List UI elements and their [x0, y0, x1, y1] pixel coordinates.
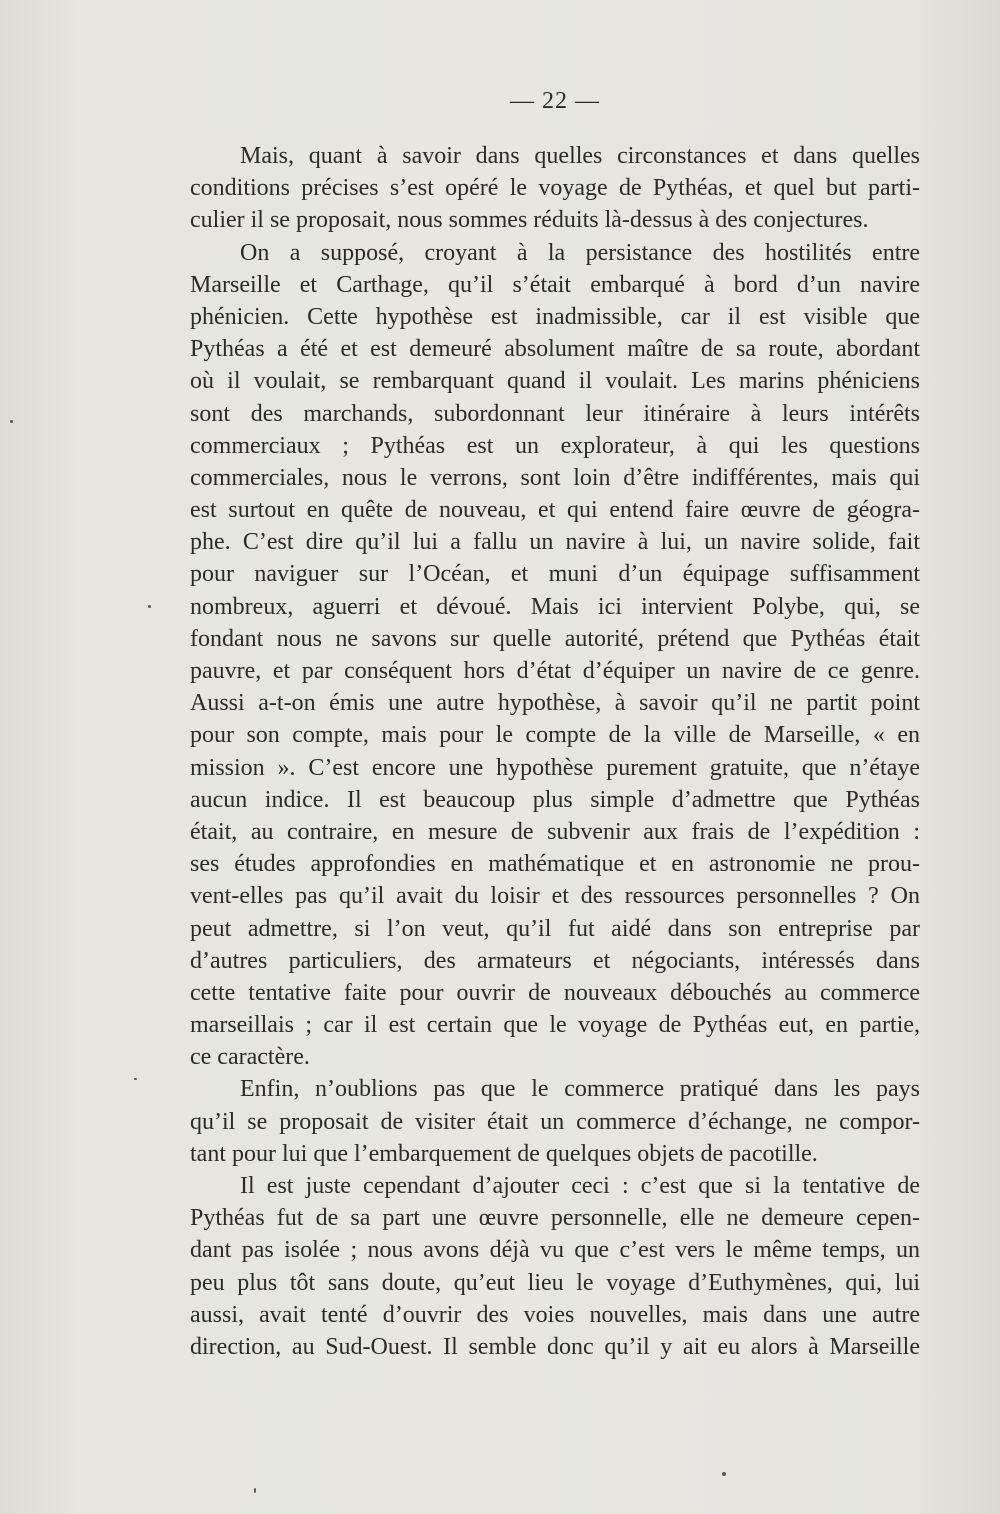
ink-speck — [10, 420, 13, 423]
text-line: direction, au Sud-Ouest. Il semble donc qu’il y ait eu alors à Marseille — [190, 1333, 920, 1360]
text-line: commerciaux ; Pythéas est un explorateur, à qui les questions — [190, 432, 920, 459]
text-line: phénicien. Cette hypothèse est inadmissible, car il est visible que — [190, 303, 920, 330]
text-line: Il est juste cependant d’ajouter ceci : c’est que si la tentative de — [240, 1173, 920, 1199]
text-line: est surtout en quête de nouveau, et qui entend faire œuvre de géogra- — [190, 497, 920, 524]
text-line: fondant nous ne savons sur quelle autorité, prétend que Pythéas était — [190, 625, 920, 652]
text-line: phe. C’est dire qu’il lui a fallu un navire à lui, un navire solide, fait — [190, 529, 920, 556]
text-line: cette tentative faite pour ouvrir de nouveaux débouchés au commerce — [190, 979, 920, 1006]
text-line: où il voulait, se rembarquant quand il voulait. Les marins phéniciens — [190, 368, 920, 395]
page-number: — 22 — — [510, 88, 600, 114]
text-line: ce caractère. — [190, 1044, 310, 1071]
text-line: mission ». C’est encore une hypothèse purement gratuite, que n’étaye — [190, 754, 920, 781]
text-line: d’autres particuliers, des armateurs et négociants, intéressés dans — [190, 947, 920, 974]
text-line: Aussi a-t-on émis une autre hypothèse, à savoir qu’il ne partit point — [190, 690, 920, 717]
text-line: aussi, avait tenté d’ouvrir des voies nouvelles, mais dans une autre — [190, 1301, 920, 1328]
ink-speck — [148, 605, 151, 608]
text-line: On a supposé, croyant à la persistance des hostilités entre — [240, 239, 920, 266]
text-line: tant pour lui que l’embarquement de quelques objets de pacotille. — [190, 1140, 818, 1167]
ink-speck — [254, 1488, 256, 1493]
text-line: pour naviguer sur l’Océan, et muni d’un équipage suffisamment — [190, 561, 920, 588]
text-line: était, au contraire, en mesure de subvenir aux frais de l’expédition : — [190, 818, 920, 845]
text-line: Marseille et Carthage, qu’il s’était embarqué à bord d’un navire — [190, 271, 920, 298]
text-line: conditions précises s’est opéré le voyage de Pythéas, et quel but parti- — [190, 175, 920, 202]
text-line: ses études approfondies en mathématique et en astronomie ne prou- — [190, 851, 920, 878]
text-line: nombreux, aguerri et dévoué. Mais ici intervient Polybe, qui, se — [190, 593, 920, 620]
text-line: marseillais ; car il est certain que le voyage de Pythéas eut, en partie, — [190, 1012, 920, 1039]
ink-speck — [134, 1078, 137, 1080]
text-line: vent-elles pas qu’il avait du loisir et des ressources personnelles ? On — [190, 883, 920, 910]
text-line: pauvre, et par conséquent hors d’état d’équiper un navire de ce genre. — [190, 658, 920, 684]
text-line: dant pas isolée ; nous avons déjà vu que c’est vers le même temps, un — [190, 1237, 920, 1264]
text-line: qu’il se proposait de visiter était un commerce d’échange, ne compor- — [190, 1108, 920, 1135]
text-line: commerciales, nous le verrons, sont loin d’être indifférentes, mais qui — [190, 464, 920, 491]
text-line: pour son compte, mais pour le compte de la ville de Marseille, « en — [190, 722, 920, 749]
body-text — [190, 140, 920, 1363]
text-line: Enfin, n’oublions pas que le commerce pratiqué dans les pays — [240, 1076, 920, 1103]
text-line: Pythéas fut de sa part une œuvre personnelle, elle ne demeure cepen- — [190, 1205, 920, 1232]
text-line: aucun indice. Il est beaucoup plus simple d’admettre que Pythéas — [190, 786, 920, 813]
text-line: sont des marchands, subordonnant leur itinéraire à leurs intérêts — [190, 400, 920, 427]
ink-speck — [722, 1472, 726, 1476]
text-line: culier il se proposait, nous sommes réduits là-dessus à des conjectures. — [190, 207, 869, 234]
text-line: peut admettre, si l’on veut, qu’il fut aidé dans son entreprise par — [190, 915, 920, 942]
text-line: Pythéas a été et est demeuré absolument maître de sa route, abordant — [190, 336, 920, 363]
text-line: Mais, quant à savoir dans quelles circonstances et dans quelles — [240, 143, 920, 169]
text-line: peu plus tôt sans doute, qu’eut lieu le voyage d’Euthymènes, qui, lui — [190, 1269, 920, 1296]
